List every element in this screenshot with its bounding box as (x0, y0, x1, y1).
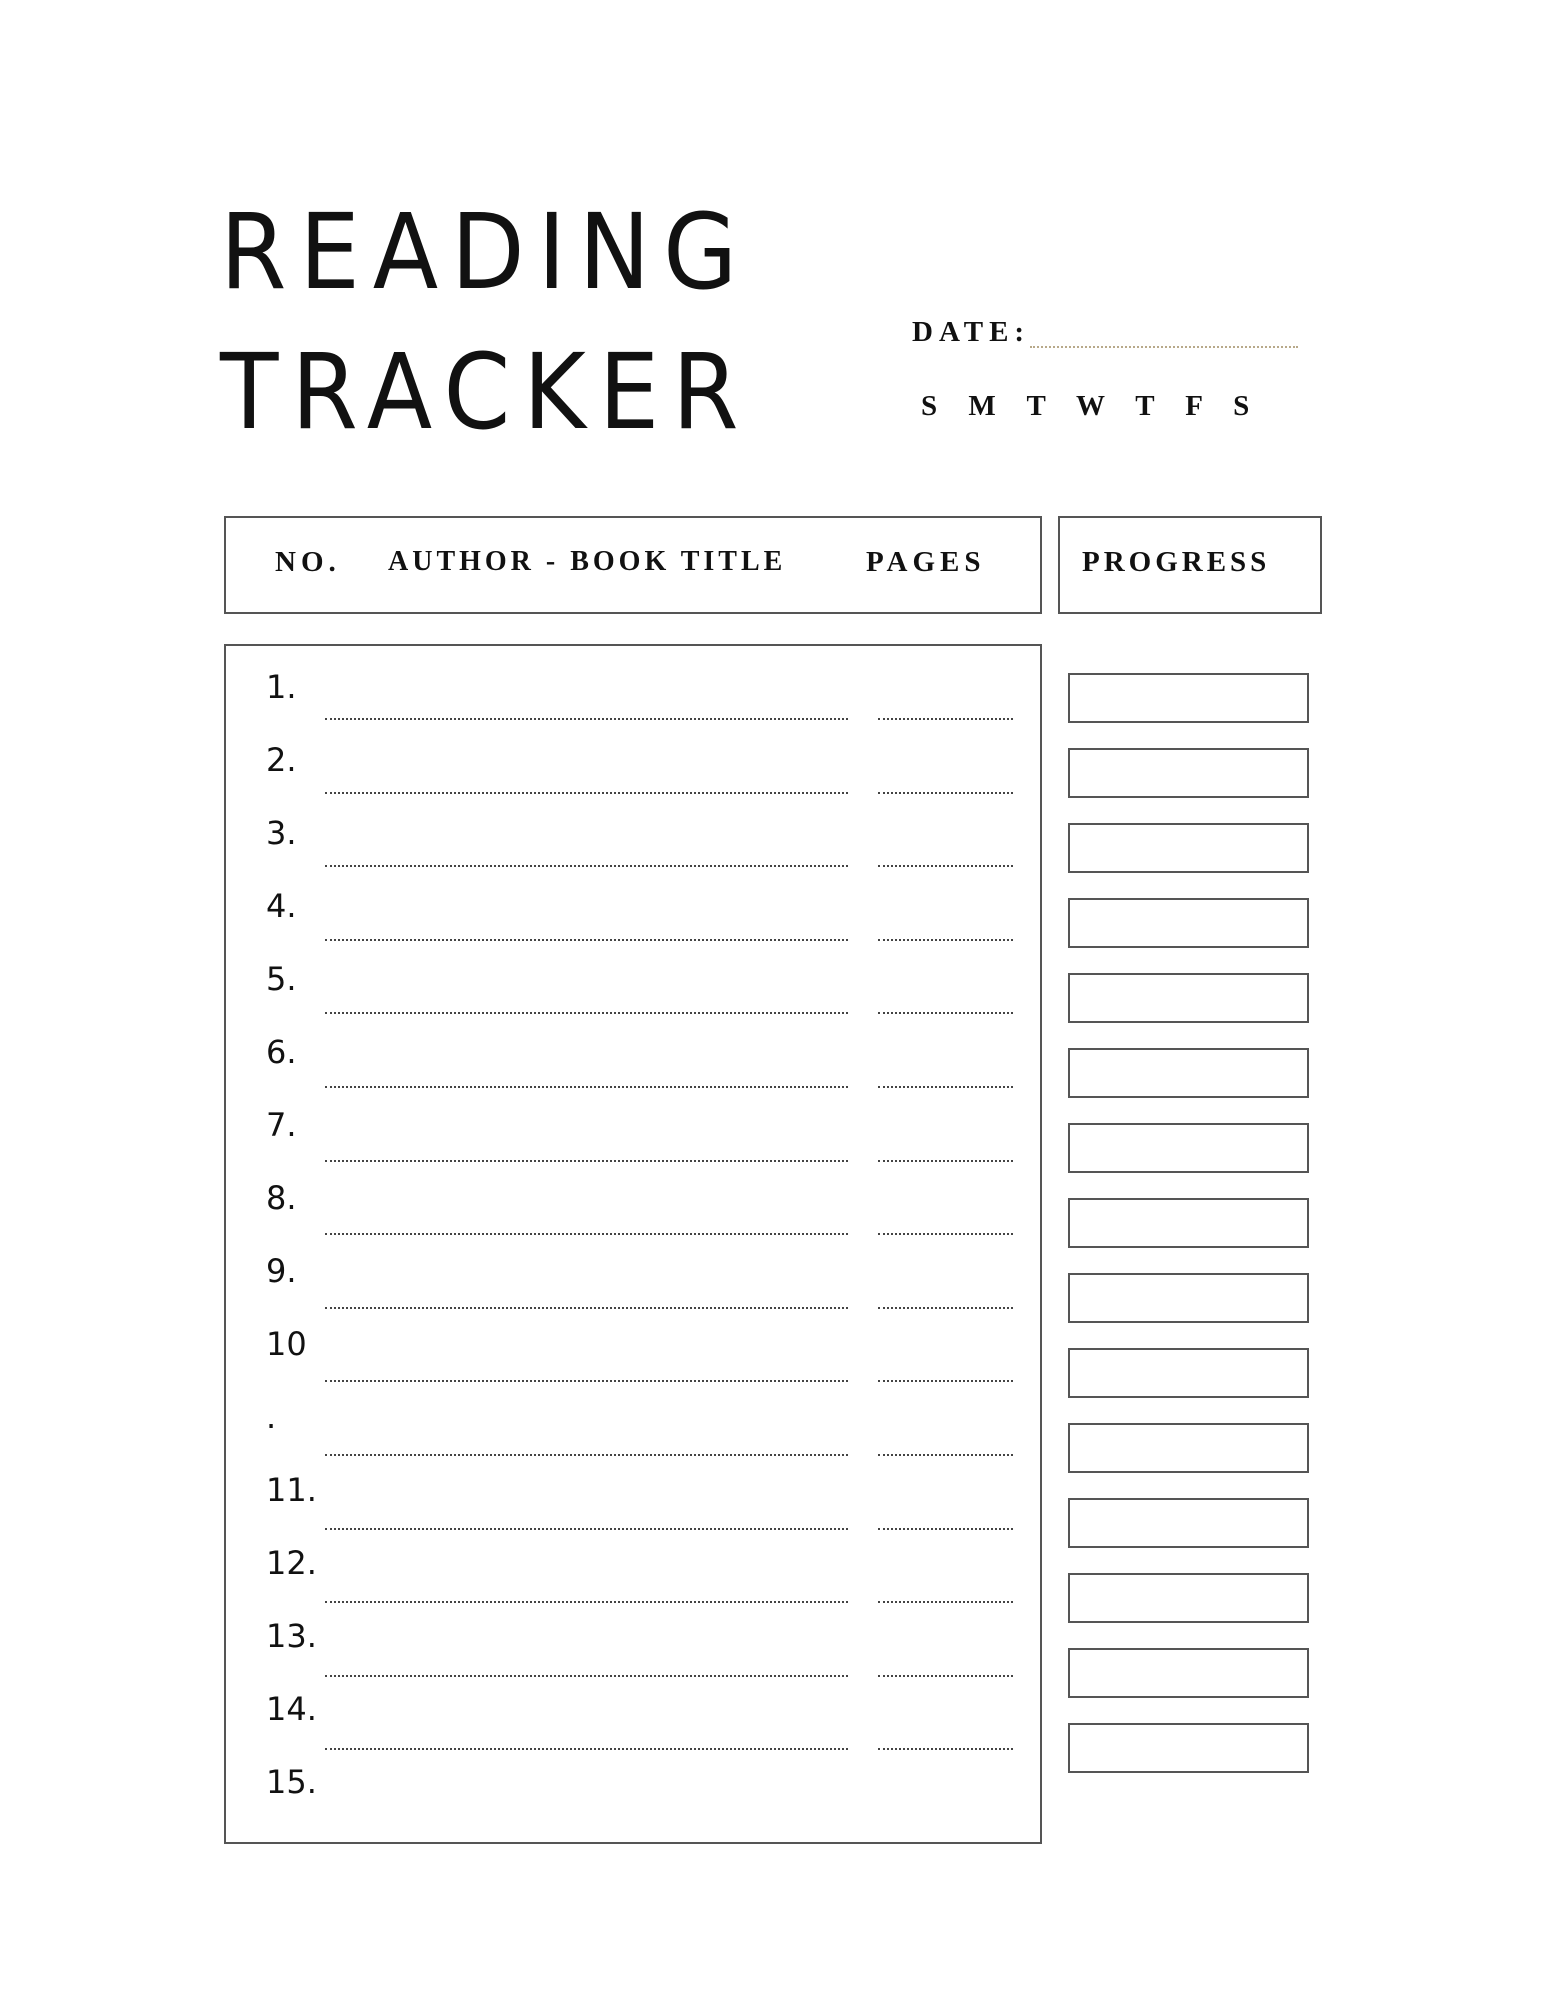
row-number: 12. (266, 1544, 317, 1582)
pages-line[interactable] (878, 865, 1013, 867)
pages-line[interactable] (878, 1601, 1013, 1603)
pages-line[interactable] (878, 1233, 1013, 1235)
row-number: 13. (266, 1617, 317, 1655)
pages-line[interactable] (878, 939, 1013, 941)
book-title-line[interactable] (325, 1012, 848, 1014)
pages-line[interactable] (878, 1454, 1013, 1456)
row-number: 11. (266, 1471, 317, 1509)
book-title-line[interactable] (325, 1601, 848, 1603)
pages-line[interactable] (878, 1160, 1013, 1162)
progress-box[interactable] (1068, 1423, 1309, 1473)
row-number: 4. (266, 887, 297, 925)
book-title-line[interactable] (325, 1528, 848, 1530)
book-list-box (224, 644, 1042, 1844)
progress-box[interactable] (1068, 1498, 1309, 1548)
book-title-line[interactable] (325, 1086, 848, 1088)
book-title-line[interactable] (325, 1454, 848, 1456)
progress-box[interactable] (1068, 1348, 1309, 1398)
weekday-letters: S M T W T F S (921, 390, 1262, 422)
row-number: 5. (266, 960, 297, 998)
row-number: 9. (266, 1252, 297, 1290)
header-author-book-title: AUTHOR - BOOK TITLE (388, 546, 787, 577)
pages-line[interactable] (878, 1086, 1013, 1088)
book-title-line[interactable] (325, 792, 848, 794)
progress-box[interactable] (1068, 823, 1309, 873)
row-number: . (266, 1398, 277, 1436)
date-field-line[interactable] (1030, 346, 1298, 348)
pages-line[interactable] (878, 1675, 1013, 1677)
pages-line[interactable] (878, 1380, 1013, 1382)
progress-box[interactable] (1068, 898, 1309, 948)
pages-line[interactable] (878, 718, 1013, 720)
progress-box[interactable] (1068, 973, 1309, 1023)
progress-box[interactable] (1068, 748, 1309, 798)
row-number: 10 (266, 1325, 307, 1363)
progress-box[interactable] (1068, 1123, 1309, 1173)
book-title-line[interactable] (325, 939, 848, 941)
row-number: 2. (266, 741, 297, 779)
pages-line[interactable] (878, 1748, 1013, 1750)
progress-box[interactable] (1068, 1198, 1309, 1248)
row-number: 8. (266, 1179, 297, 1217)
book-title-line[interactable] (325, 1307, 848, 1309)
book-title-line[interactable] (325, 718, 848, 720)
row-number: 7. (266, 1106, 297, 1144)
progress-box[interactable] (1068, 1048, 1309, 1098)
pages-line[interactable] (878, 792, 1013, 794)
progress-box[interactable] (1068, 1648, 1309, 1698)
progress-box[interactable] (1068, 1273, 1309, 1323)
row-number: 3. (266, 814, 297, 852)
row-number: 14. (266, 1690, 317, 1728)
book-title-line[interactable] (325, 1748, 848, 1750)
row-number: 6. (266, 1033, 297, 1071)
pages-line[interactable] (878, 1528, 1013, 1530)
header-progress: PROGRESS (1082, 546, 1271, 578)
pages-line[interactable] (878, 1012, 1013, 1014)
pages-line[interactable] (878, 1307, 1013, 1309)
book-title-line[interactable] (325, 865, 848, 867)
book-title-line[interactable] (325, 1380, 848, 1382)
progress-box[interactable] (1068, 673, 1309, 723)
header-no: NO. (275, 546, 341, 578)
book-title-line[interactable] (325, 1233, 848, 1235)
title-tracker: TRACKER (220, 331, 752, 453)
row-number: 15. (266, 1763, 317, 1801)
book-title-line[interactable] (325, 1675, 848, 1677)
book-title-line[interactable] (325, 1160, 848, 1162)
row-number: 1. (266, 668, 297, 706)
title-reading: READING (220, 191, 751, 313)
date-label: DATE: (912, 316, 1031, 348)
progress-box[interactable] (1068, 1573, 1309, 1623)
progress-box[interactable] (1068, 1723, 1309, 1773)
header-pages: PAGES (866, 546, 986, 578)
